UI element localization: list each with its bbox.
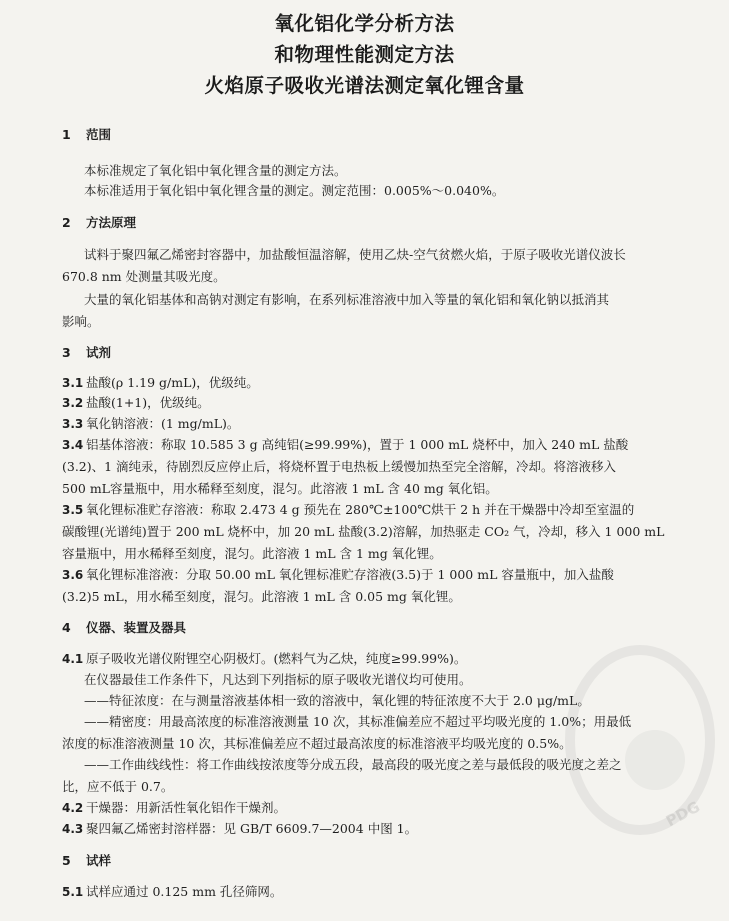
- item-number: 3.2: [62, 396, 84, 410]
- item-number: 3.3: [62, 417, 84, 431]
- dash-item: ——特征浓度：在与测量溶液基体相一致的溶液中，氧化锂的特征浓度不大于 2.0 μg/mL。: [84, 693, 590, 708]
- paragraph: 本标准规定了氧化铝中氧化锂含量的测定方法。: [84, 163, 347, 178]
- section-title: 试剂: [86, 345, 112, 360]
- section-number: 4: [62, 620, 71, 635]
- document-title: [0, 8, 729, 101]
- item-text: 干燥器：用新活性氧化铝作干燥剂。: [86, 800, 287, 815]
- item-text: 试样应通过 0.125 mm 孔径筛网。: [86, 884, 283, 899]
- dash-item-continuation: 比，应不低于 0.7。: [62, 779, 174, 794]
- title-line-2: 和物理性能测定方法: [274, 43, 455, 66]
- item-number: 4.1: [62, 652, 84, 666]
- list-item: [62, 651, 466, 667]
- item-text: 盐酸(ρ 1.19 g/mL)，优级纯。: [86, 375, 259, 390]
- paragraph: 在仪器最佳工作条件下，凡达到下列指标的原子吸收光谱仪均可使用。: [84, 672, 472, 687]
- list-item: [62, 567, 614, 583]
- list-item: [62, 437, 628, 453]
- item-continuation: 碳酸锂(光谱纯)置于 200 mL 烧杯中，加 20 mL 盐酸(3.2)溶解，加热驱走 CO₂ 气，冷却，移入 1 000 mL: [62, 524, 665, 539]
- item-continuation: 500 mL容量瓶中，用水稀释至刻度，混匀。此溶液 1 mL 含 40 mg 氧化铝。: [62, 481, 498, 496]
- item-text: 氧化锂标准溶液：分取 50.00 mL 氧化锂标准贮存溶液(3.5)于 1 000 mL 容量瓶中，加入盐酸: [86, 567, 614, 582]
- item-number: 4.3: [62, 822, 84, 836]
- item-text: 铝基体溶液：称取 10.585 3 g 高纯铝(≥99.99%)，置于 1 000 mL 烧杯中，加入 240 mL 盐酸: [86, 437, 629, 452]
- paragraph: 大量的氧化铝基体和高钠对测定有影响，在系列标准溶液中加入等量的氧化铝和氧化钠以抵消其: [84, 292, 610, 307]
- watermark-seal: [560, 640, 720, 840]
- item-number: 3.6: [62, 568, 84, 582]
- section-number: 2: [62, 215, 71, 230]
- list-item: [62, 800, 286, 816]
- item-number: 3.1: [62, 376, 84, 390]
- paragraph-continuation: 670.8 nm 处测量其吸光度。: [62, 269, 226, 284]
- section-title: 方法原理: [86, 215, 137, 230]
- section-5-heading: [62, 853, 111, 869]
- item-continuation: (3.2)5 mL，用水稀至刻度，混匀。此溶液 1 mL 含 0.05 mg 氧化锂。: [62, 589, 461, 604]
- item-text: 氧化钠溶液：(1 mg/mL)。: [86, 416, 240, 431]
- list-item: [62, 502, 634, 518]
- item-continuation: 容量瓶中，用水稀释至刻度，混匀。此溶液 1 mL 含 1 mg 氧化锂。: [62, 546, 442, 561]
- watermark-logo: PDG: [662, 797, 703, 831]
- section-1-heading: [62, 127, 111, 143]
- paragraph-continuation: 影响。: [62, 314, 100, 329]
- item-continuation: (3.2)、1 滴纯汞，待剧烈反应停止后，将烧杯置于电热板上缓慢加热至完全溶解，冷却。将溶液移入: [62, 459, 617, 474]
- dash-item: ——工作曲线线性：将工作曲线按浓度等分成五段，最高段的吸光度之差与最低段的吸光度之差之: [84, 757, 622, 772]
- item-number: 3.5: [62, 503, 84, 517]
- dash-item-continuation: 浓度的标准溶液测量 10 次，其标准偏差应不超过最高浓度的标准溶液平均吸光度的 0.5%。: [62, 736, 572, 751]
- list-item: [62, 821, 417, 837]
- section-number: 3: [62, 345, 71, 360]
- item-text: 盐酸(1+1)，优级纯。: [86, 395, 210, 410]
- title-line-1: 氧化铝化学分析方法: [274, 12, 455, 35]
- item-text: 聚四氟乙烯密封溶样器：见 GB/T 6609.7—2004 中图 1。: [86, 821, 418, 836]
- dash-item: ——精密度：用最高浓度的标准溶液测量 10 次，其标准偏差应不超过平均吸光度的 1.0%；用最低: [84, 714, 632, 729]
- section-4-heading: [62, 620, 186, 636]
- list-item: [62, 416, 239, 432]
- list-item: [62, 395, 210, 411]
- section-number: 5: [62, 853, 71, 868]
- paragraph: 试料于聚四氟乙烯密封容器中，加盐酸恒温溶解，使用乙炔-空气贫燃火焰，于原子吸收光谱仪波长: [84, 247, 626, 262]
- paragraph: 本标准适用于氧化铝中氧化锂含量的测定。测定范围：0.005%～0.040%。: [84, 183, 505, 198]
- section-title: 试样: [86, 853, 112, 868]
- section-number: 1: [62, 127, 71, 142]
- item-number: 5.1: [62, 885, 84, 899]
- item-text: 原子吸收光谱仪附锂空心阴极灯。(燃料气为乙炔，纯度≥99.99%)。: [86, 651, 467, 666]
- section-title: 范围: [86, 127, 112, 142]
- item-number: 3.4: [62, 438, 84, 452]
- item-number: 4.2: [62, 801, 84, 815]
- section-3-heading: [62, 345, 111, 361]
- section-title: 仪器、装置及器具: [86, 620, 187, 635]
- section-2-heading: [62, 215, 136, 231]
- list-item: [62, 884, 282, 900]
- list-item: [62, 375, 259, 391]
- item-text: 氧化锂标准贮存溶液：称取 2.473 4 g 预先在 280℃±100℃烘干 2 h 并在干燥器中冷却至室温的: [86, 502, 635, 517]
- title-line-3: 火焰原子吸收光谱法测定氧化锂含量: [204, 74, 525, 97]
